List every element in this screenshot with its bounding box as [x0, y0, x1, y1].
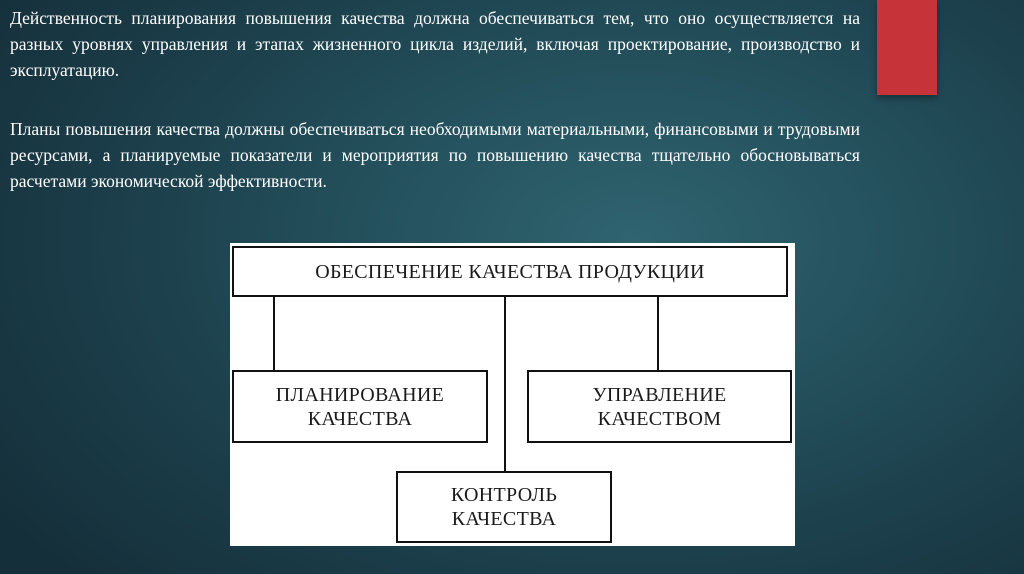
- box-quality-management-line1: УПРАВЛЕНИЕ: [592, 383, 727, 406]
- box-quality-control-line2: КАЧЕСТВА: [451, 508, 557, 530]
- connector-center: [504, 297, 506, 471]
- box-quality-planning-label: [276, 383, 444, 431]
- paragraph-resources: Планы повышения качества должны обеспечиваться необходимыми материальными, финансовыми и трудовыми ресурсами, а планируемые показатели и мероприятия по повышению качества тщательно обосновываться расчетами экономической эффективности.: [10, 119, 860, 191]
- box-quality-management: [527, 370, 792, 443]
- box-quality-planning-line1: ПЛАНИРОВАНИЕ: [275, 383, 445, 406]
- box-quality-management-label: [592, 383, 726, 431]
- connector-left: [273, 297, 275, 370]
- paragraph-effectiveness: Действенность планирования повышения качества должна обеспечиваться тем, что оно осуществляется на разных уровнях управления и этапах жизненного цикла изделий, включая проектирование, производство и эксплуатацию.: [10, 8, 860, 80]
- box-product-quality-assurance-label: ОБЕСПЕЧЕНИЕ КАЧЕСТВА ПРОДУКЦИИ: [315, 260, 705, 283]
- box-quality-control-label: [451, 483, 557, 531]
- box-quality-control: [396, 471, 612, 543]
- box-product-quality-assurance: [232, 246, 788, 297]
- box-quality-management-line2: КАЧЕСТВОМ: [597, 407, 722, 430]
- accent-bar: [877, 0, 937, 95]
- quality-assurance-diagram: [230, 243, 795, 546]
- box-quality-planning-line2: КАЧЕСТВА: [307, 407, 413, 430]
- box-quality-planning: [232, 370, 488, 443]
- connector-right: [657, 297, 659, 370]
- box-quality-control-line1: КОНТРОЛЬ: [450, 484, 558, 506]
